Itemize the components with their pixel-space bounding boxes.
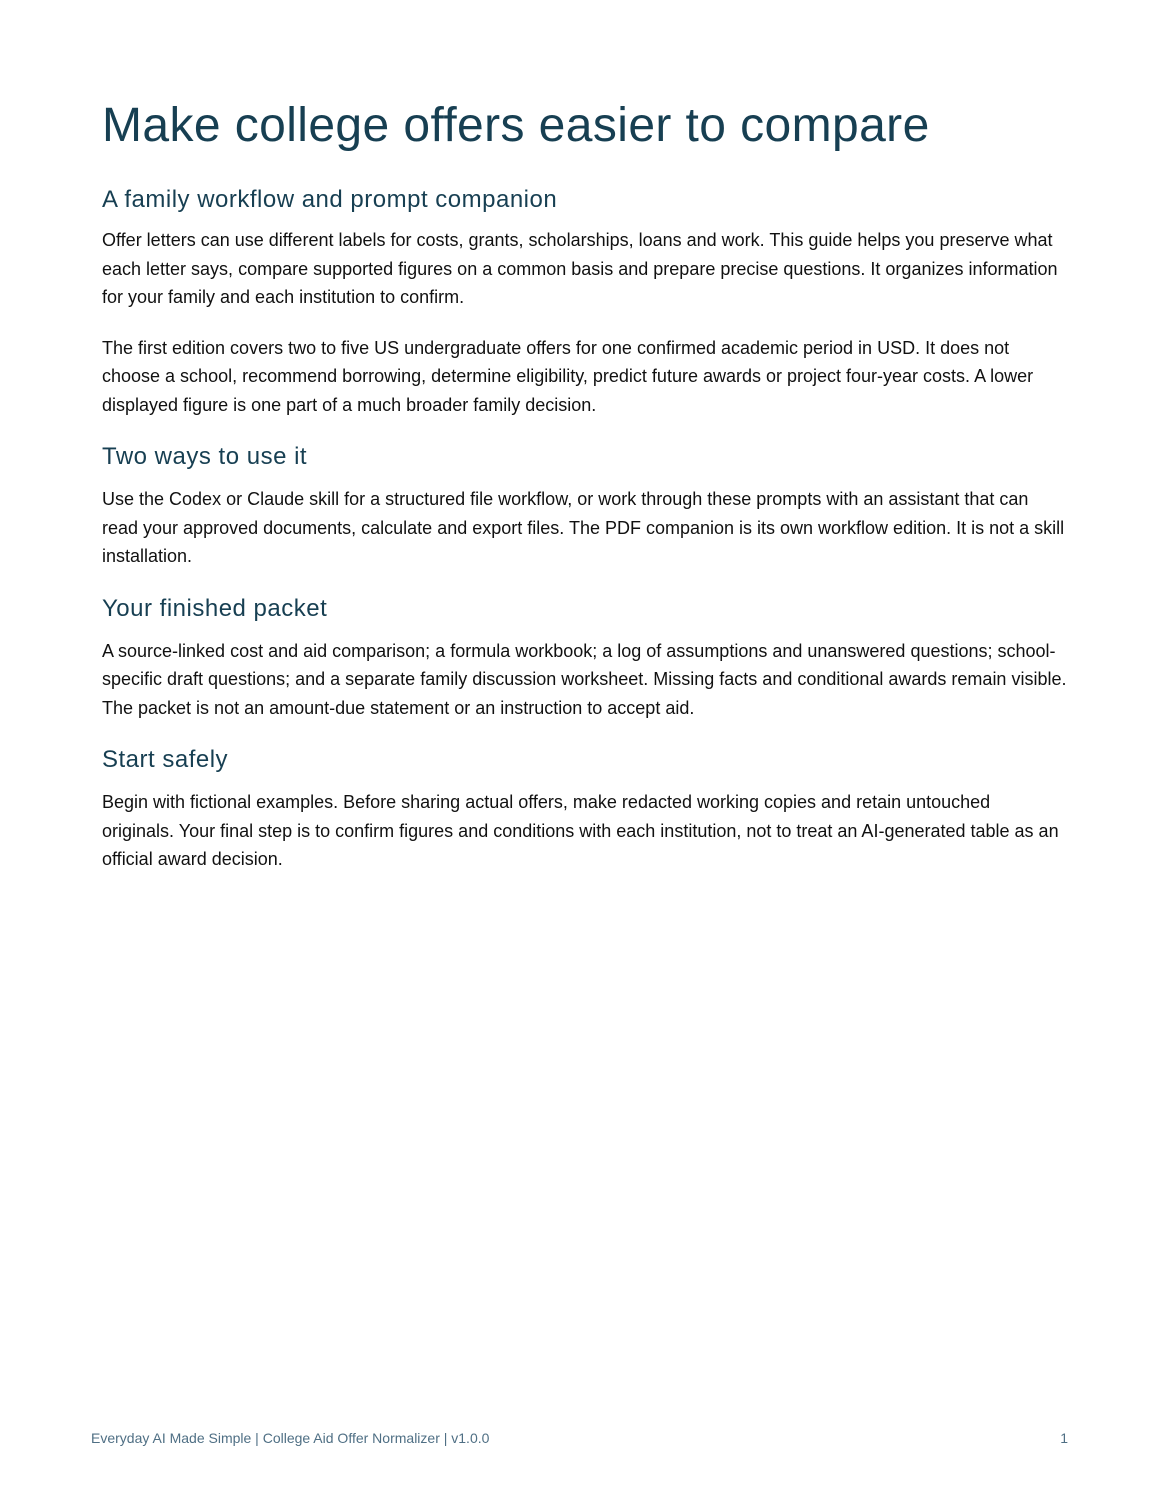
footer-text: Everyday AI Made Simple | College Aid Offer Normalizer | v1.0.0 xyxy=(91,1430,490,1446)
section-heading: Two ways to use it xyxy=(102,443,308,470)
section-start-safely xyxy=(102,745,1067,874)
section-paragraph: Use the Codex or Claude skill for a structured file workflow, or work through these prompts with an assistant that can read your approved documents, calculate and export files. The PDF companion is its own workflow edition. It is not a skill installation. xyxy=(102,489,1065,566)
section-finished-packet xyxy=(102,594,1067,723)
section-paragraph: The first edition covers two to five US undergraduate offers for one confirmed academic period in USD. It does not choose a school, recommend borrowing, determine eligibility, predict future awards or project four-year costs. A lower displayed figure is one part of a much broader family decision. xyxy=(102,337,1034,415)
section-two-ways xyxy=(102,442,1067,571)
page-number: 1 xyxy=(1060,1430,1068,1446)
document-title: Make college offers easier to compare xyxy=(102,99,930,152)
section-family-workflow xyxy=(102,185,1067,419)
section-heading: A family workflow and prompt companion xyxy=(102,186,558,213)
section-paragraph: A source-linked cost and aid comparison; a formula workbook; a log of assumptions and unanswered questions; school-specific draft questions; and a separate family discussion worksheet. Missing facts and conditional awards remain visible. The packet is not an amount-due statement or an instruction to accept aid. xyxy=(102,640,1067,718)
document-page xyxy=(102,0,1067,874)
section-heading: Start safely xyxy=(102,746,229,773)
section-heading: Your finished packet xyxy=(102,594,328,622)
section-paragraph: Begin with fictional examples. Before sharing actual offers, make redacted working copies and retain untouched originals. Your final step is to confirm figures and conditions with each institution, not to treat an AI-generated table as an official award decision. xyxy=(102,792,1059,869)
section-paragraph: Offer letters can use different labels for costs, grants, scholarships, loans and work. This guide helps you preserve what each letter says, compare supported figures on a common basis and prepare precise questions. It organizes information for your family and each institution to confirm. xyxy=(102,230,1058,307)
